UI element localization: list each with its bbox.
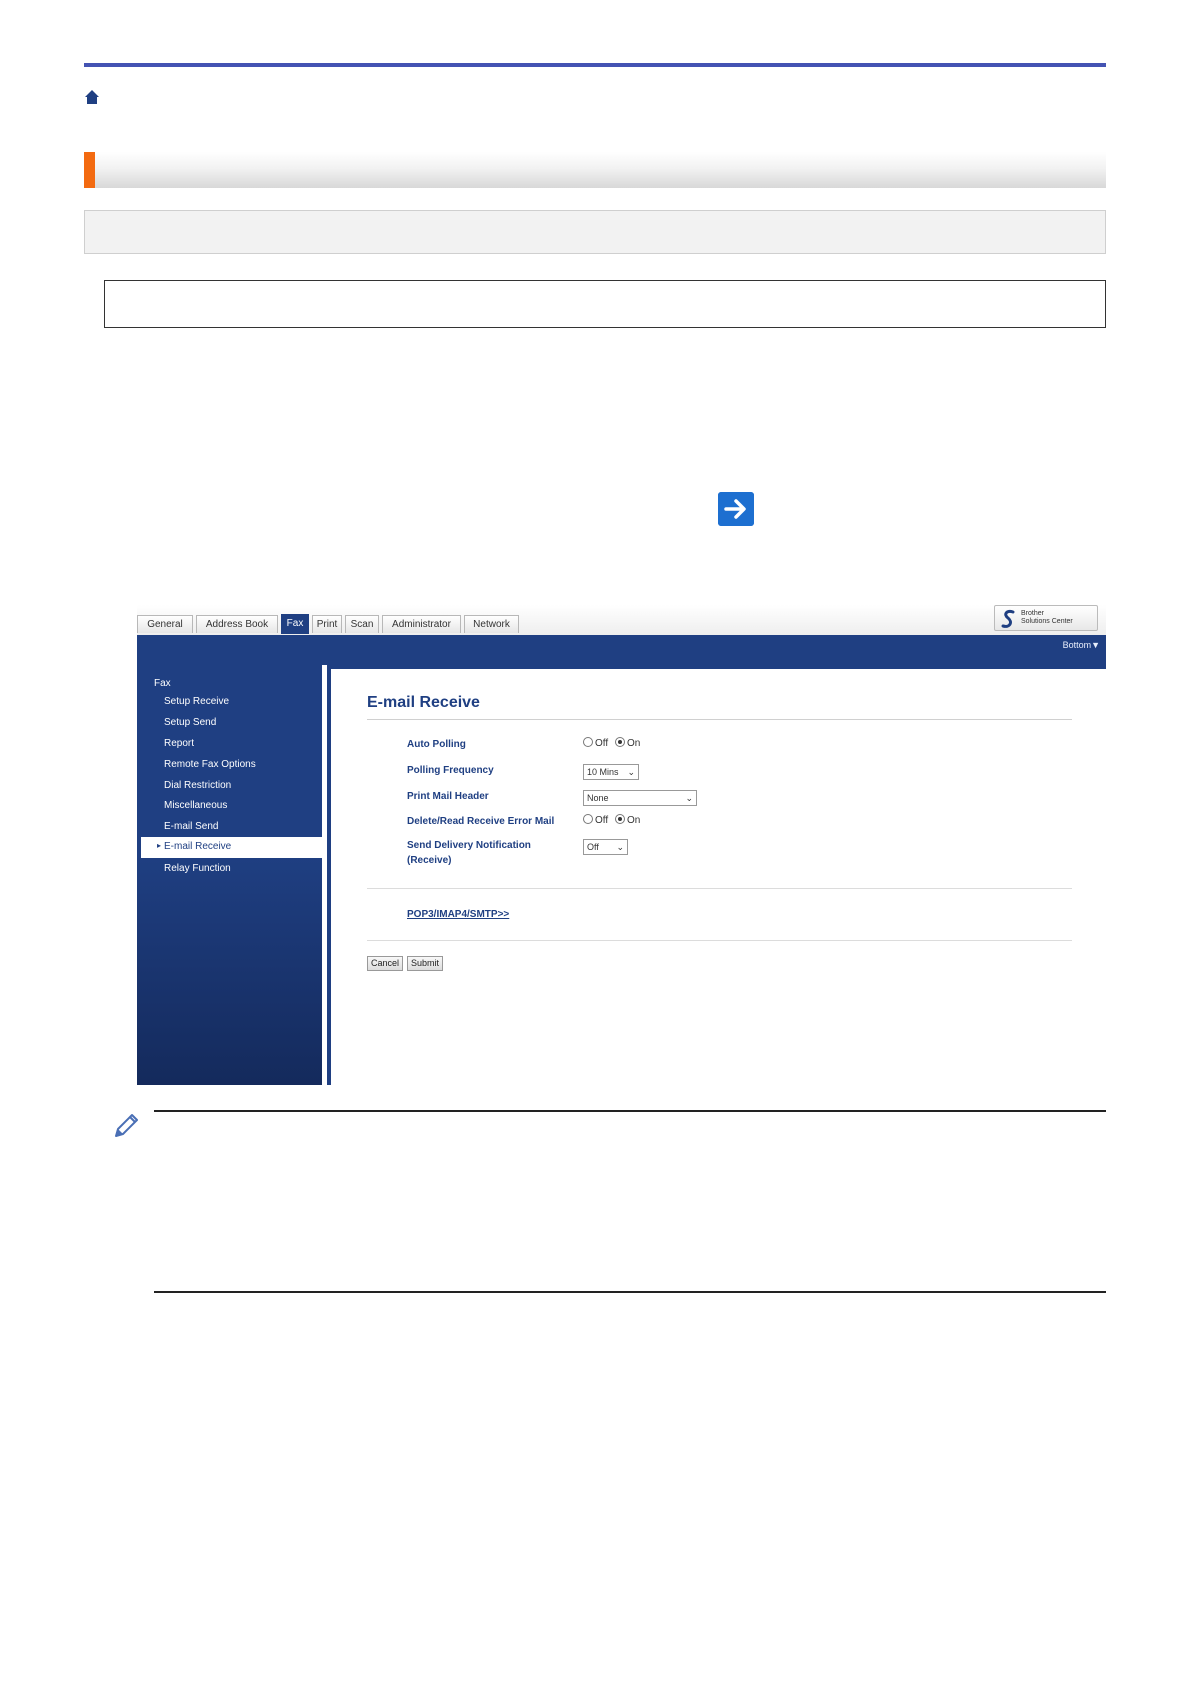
- submit-button[interactable]: Submit: [407, 956, 443, 971]
- pencil-icon: [108, 1108, 144, 1144]
- heading-accent: [84, 152, 95, 188]
- solutions-line2: Solutions Center: [1021, 618, 1073, 625]
- top-rule: [84, 63, 1106, 67]
- arrow-right-icon: [718, 492, 754, 526]
- radio-on-label: On: [626, 738, 641, 749]
- sidebar-item-remote-fax-options[interactable]: Remote Fax Options: [164, 759, 256, 770]
- note-top-rule: [154, 1110, 1106, 1112]
- send-delivery-notification-value: Off: [587, 842, 599, 852]
- sidebar-item-miscellaneous[interactable]: Miscellaneous: [164, 800, 228, 811]
- note-outline-box: [104, 280, 1106, 328]
- auto-polling-radios: [583, 737, 640, 749]
- web-management-screenshot: [137, 605, 1106, 1085]
- sidebar-item-dial-restriction[interactable]: Dial Restriction: [164, 780, 232, 791]
- auto-polling-label: Auto Polling: [407, 739, 466, 750]
- send-delivery-notification-label: [407, 838, 531, 868]
- chevron-down-icon: ⌄: [616, 842, 624, 852]
- note-bottom-rule: [154, 1291, 1106, 1293]
- selected-arrow-icon: ▸: [157, 841, 162, 850]
- tab-fax[interactable]: Fax: [281, 614, 309, 634]
- bottom-link[interactable]: Bottom▼: [1062, 640, 1100, 650]
- tab-administrator[interactable]: Administrator: [382, 615, 461, 633]
- radio-off-label: Off: [595, 738, 609, 749]
- sidebar-item-email-send[interactable]: E-mail Send: [164, 821, 219, 832]
- print-mail-header-value: None: [587, 793, 609, 803]
- section-heading-bar: [84, 152, 1106, 188]
- auto-polling-on-radio[interactable]: [615, 737, 625, 747]
- delete-read-off-radio[interactable]: [583, 814, 593, 824]
- tab-bar: [137, 605, 1106, 635]
- tab-scan[interactable]: Scan: [345, 615, 379, 633]
- polling-frequency-select[interactable]: [583, 764, 639, 780]
- delete-read-error-label: Delete/Read Receive Error Mail: [407, 816, 555, 827]
- related-models-box: [84, 210, 1106, 254]
- radio-off-label: Off: [595, 815, 609, 826]
- tab-network[interactable]: Network: [464, 615, 519, 633]
- sidebar-item-setup-receive[interactable]: Setup Receive: [164, 696, 230, 707]
- section-divider: [367, 940, 1072, 941]
- label-line2: (Receive): [407, 855, 452, 866]
- solutions-line1: Brother: [1021, 610, 1044, 617]
- blue-header-bar: [137, 635, 1106, 665]
- sidebar-title[interactable]: Fax: [154, 678, 171, 689]
- polling-frequency-value: 10 Mins: [587, 767, 619, 777]
- sidebar-item-relay-function[interactable]: Relay Function: [164, 863, 231, 874]
- print-mail-header-label: Print Mail Header: [407, 791, 489, 802]
- tab-general[interactable]: General: [137, 615, 193, 633]
- sidebar-item-report[interactable]: Report: [164, 738, 195, 749]
- send-delivery-notification-select[interactable]: [583, 839, 628, 855]
- content-panel: [327, 665, 1106, 1085]
- auto-polling-off-radio[interactable]: [583, 737, 593, 747]
- title-divider: [367, 719, 1072, 720]
- delete-read-error-radios: [583, 814, 640, 826]
- tab-address-book[interactable]: Address Book: [196, 615, 278, 633]
- section-divider: [367, 888, 1072, 889]
- solutions-center-button[interactable]: [994, 605, 1098, 631]
- label-line1: Send Delivery Notification: [407, 840, 531, 851]
- print-mail-header-select[interactable]: [583, 790, 697, 806]
- chevron-down-icon: ⌄: [685, 793, 693, 803]
- home-icon[interactable]: [83, 88, 101, 106]
- delete-read-on-radio[interactable]: [615, 814, 625, 824]
- cancel-button[interactable]: Cancel: [367, 956, 403, 971]
- page-title: E-mail Receive: [367, 694, 480, 711]
- brother-s-logo-icon: [1001, 609, 1017, 629]
- sidebar-item-email-receive[interactable]: [141, 837, 322, 858]
- chevron-down-icon: ⌄: [627, 767, 635, 777]
- tab-print[interactable]: Print: [312, 615, 342, 633]
- radio-on-label: On: [626, 815, 641, 826]
- sidebar: [137, 665, 322, 1085]
- sidebar-item-label: E-mail Receive: [164, 841, 232, 852]
- polling-frequency-label: Polling Frequency: [407, 765, 494, 776]
- sidebar-item-setup-send[interactable]: Setup Send: [164, 717, 217, 728]
- pop3-imap4-smtp-link[interactable]: POP3/IMAP4/SMTP>>: [407, 909, 510, 920]
